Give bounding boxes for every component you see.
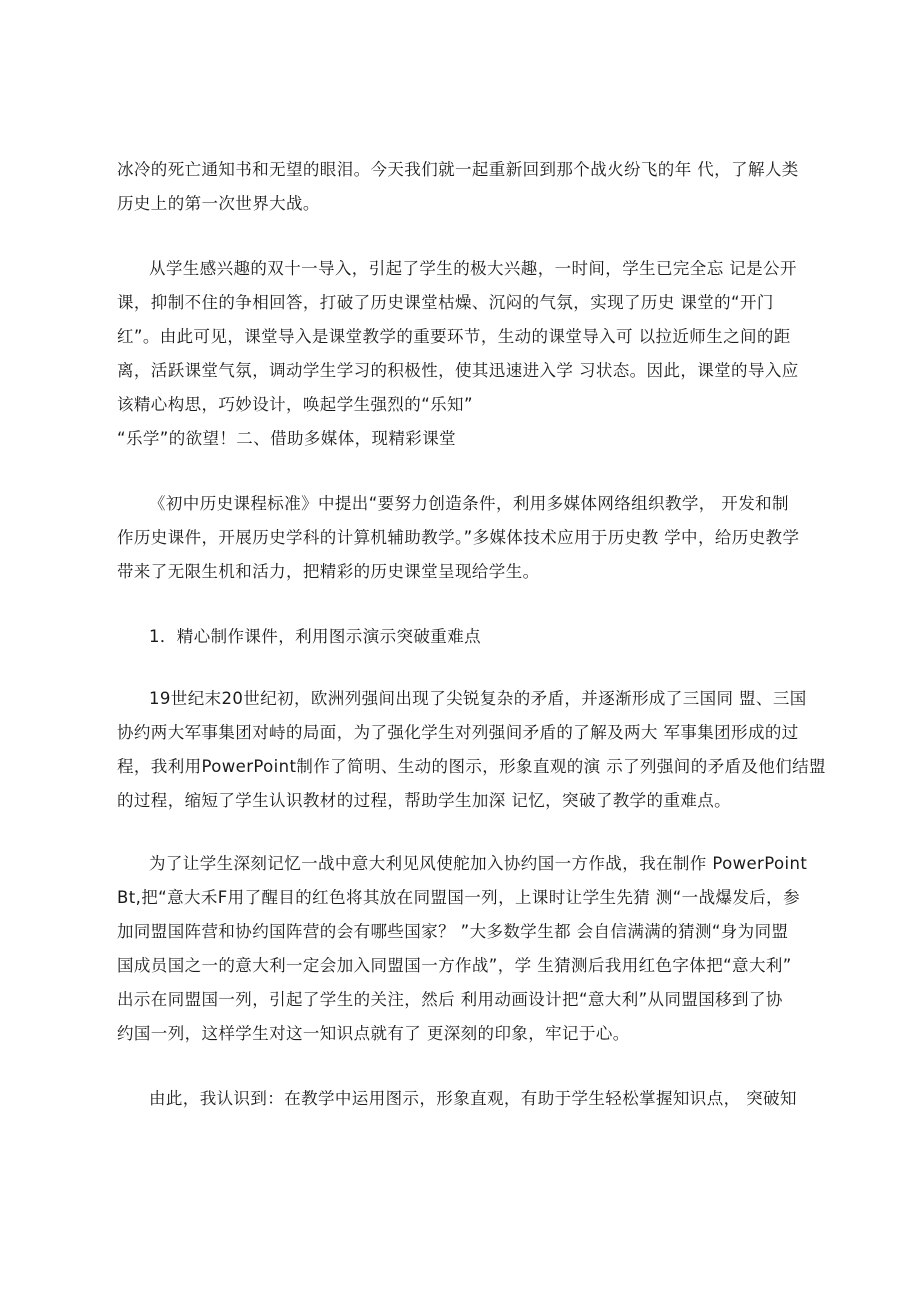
text-line: 红”。由此可见，课堂导入是课堂教学的重要环节，生动的课堂导入可 以拉近师生之间的距 [117,327,791,346]
text-line: 作历史课件，开展历史学科的计算机辅助教学。”多媒体技术应用于历史教 学中，给历史教学 [117,528,800,547]
text-line: 约国一列，这样学生对这一知识点就有了 更深刻的印象，牢记于心。 [117,1024,630,1043]
text-line: 国成员国之一的意大利一定会加入同盟国一方作战”，学 生猜测后我用红色字体把“意大利” [117,956,792,975]
text-line: 加同盟国阵营和协约国阵营的会有哪些国家？ ”大多数学生都 会自信满满的猜测“身为同盟 [117,922,789,941]
paragraph-alliances [117,682,826,818]
paragraph-italy-example [117,847,817,1051]
text-line: 历史上的第一次世界大战。 [117,194,320,213]
text-line: 冰冷的死亡通知书和无望的眼泪。今天我们就一起重新回到那个战火纷飞的年 代，了解人类 [117,160,799,179]
section-heading [117,620,817,654]
text-line: 由此，我认识到：在教学中运用图示，形象直观，有助于学生轻松掌握知识点， 突破知 [149,1089,797,1108]
text-line: 《初中历史课程标准》中提出“要努力创造条件，利用多媒体网络组织教学， 开发和制 [149,494,789,513]
text-line: 课，抑制不住的争相回答，打破了历史课堂枯燥、沉闷的气氛，实现了历史 课堂的“开门 [117,293,774,312]
text-line: 离，活跃课堂气氛，调动学生学习的积极性，使其迅速进入学 习状态。因此，课堂的导入应 [117,361,799,380]
text-line: 的过程，缩短了学生认识教材的过程，帮助学生加深 记忆，突破了教学的重难点。 [117,791,732,810]
text-line: 带来了无限生机和活力，把精彩的历史课堂呈现给学生。 [117,562,540,581]
paragraph-lesson-intro [117,252,817,456]
text-line: 19世纪末20世纪初，欧洲列强间出现了尖锐复杂的矛盾，并逐渐形成了三国同 盟、三国 [149,689,807,708]
heading-text: 1．精心制作课件，利用图示演示突破重难点 [149,627,481,646]
paragraph-conclusion [117,1082,817,1116]
paragraph-curriculum-standard [117,487,817,589]
text-line: Bt,把“意大禾F用了醒目的红色将其放在同盟国一列，上课时让学生先猜 测“一战爆发后，参 [117,888,800,907]
text-line: 出示在同盟国一列，引起了学生的关注，然后 利用动画设计把“意大利”从同盟国移到了协 [117,990,783,1009]
text-line: 为了让学生深刻记忆一战中意大利见风使舵加入协约国一方作战，我在制作 PowerPoint [149,854,808,873]
text-line: 程，我利用PowerPoint制作了简明、生动的图示，形象直观的演 示了列强间的矛盾及他们结盟 [117,757,826,776]
text-line: 协约两大军事集团对峙的局面，为了强化学生对列强间矛盾的了解及两大 军事集团形成的过 [117,723,799,742]
text-line: 从学生感兴趣的双十一导入，引起了学生的极大兴趣，一时间，学生已完全忘 记是公开 [149,259,797,278]
text-line: “乐学”的欲望！二、借助多媒体，现精彩课堂 [117,429,456,448]
paragraph-intro-end [117,153,817,221]
text-line: 该精心构思，巧妙设计，唤起学生强烈的“乐知” [117,395,473,414]
